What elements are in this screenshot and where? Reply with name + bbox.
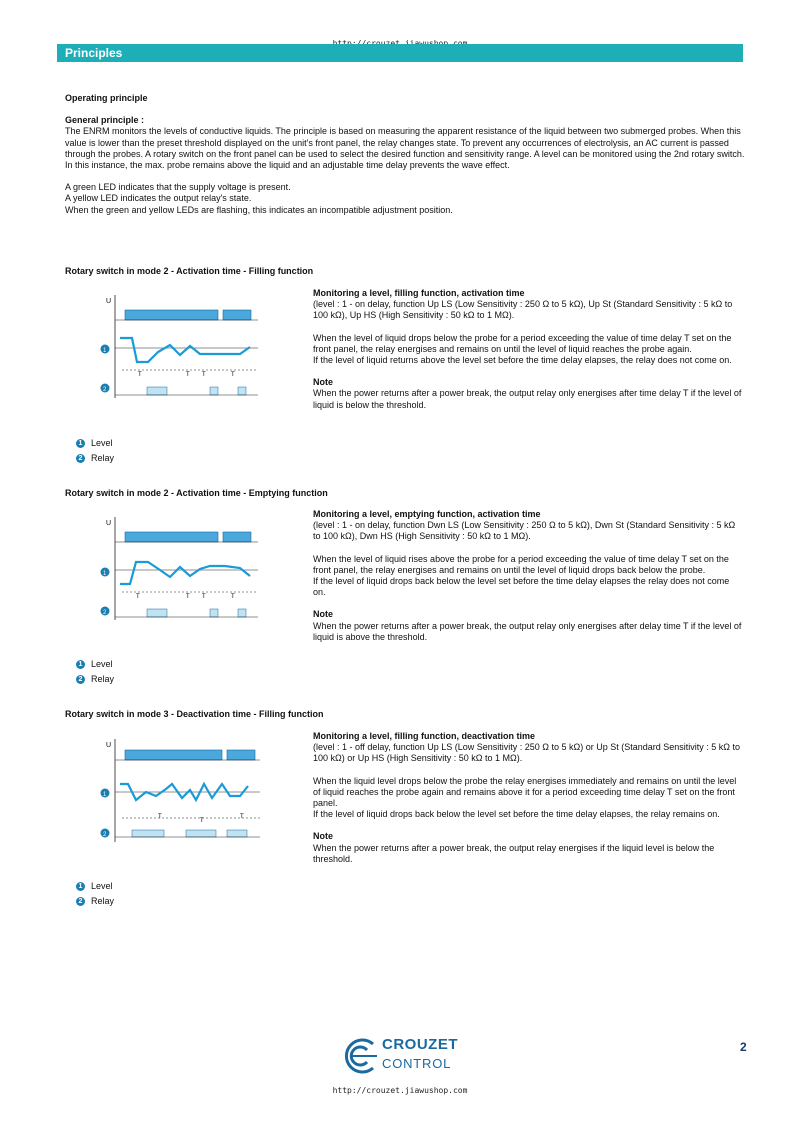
page-number: 2 xyxy=(740,1040,747,1054)
svg-text:T: T xyxy=(158,814,162,820)
section-2-title: Rotary switch in mode 2 - Activation time - Emptying function xyxy=(65,488,328,498)
svg-text:2: 2 xyxy=(103,610,107,616)
svg-text:T: T xyxy=(202,372,206,378)
svg-text:T: T xyxy=(186,594,190,600)
svg-text:T: T xyxy=(202,594,206,600)
intro-led2: A yellow LED indicates the output relay's state. xyxy=(65,193,252,204)
section-1-legend: 1 Level 2 Relay xyxy=(76,436,114,466)
brand-sub: CONTROL xyxy=(382,1056,452,1071)
t-label: T xyxy=(138,372,142,378)
supply-bar xyxy=(223,310,251,320)
intro-subheading: General principle : xyxy=(65,115,145,126)
section-3-legend: 1 Level 2 Relay xyxy=(76,879,114,909)
u-label: U xyxy=(106,298,112,305)
intro-para1: The ENRM monitors the levels of conductive liquids. The principle is based on measuring the apparent resistance of the liquid between two submerged probes. When this value is lower than the preset threshold displayed on the unit's front panel, the relay changes state. To prevent any occurrences of electrolysis, an AC current is passed through the probes. A rotary switch on the front panel can be used to select the desired function and sensitivity range. A level can be monitored using the 2nd rotary switch. xyxy=(65,126,745,159)
section-1-desc: Monitoring a level, filling function, activation time (level : 1 - on delay, function Up LS (Low Sensitivity : 250 Ω to 5 kΩ), Up St (Standard Sensitivity : 5 kΩ to 100 kΩ), Up HS (High Sensitivity : 50 kΩ to 1 MΩ). When the level of liquid drops below the probe for a period exceeding the value of time delay T set on the front panel, the relay energises and remains on until the level of liquid reaches the probe again. If the level of liquid returns above the level set before the time delay elapses, the relay does not come on. Note When the power returns after a power break, the output relay only energises after time delay T if the level of liquid is below the threshold. xyxy=(313,288,742,410)
svg-text:1: 1 xyxy=(103,792,107,798)
svg-text:1: 1 xyxy=(103,348,107,354)
section-3-title: Rotary switch in mode 3 - Deactivation time - Filling function xyxy=(65,709,324,719)
svg-text:T: T xyxy=(240,814,244,820)
svg-text:T: T xyxy=(231,594,235,600)
footer-url: http://crouzet.jiawushop.com xyxy=(332,1086,468,1095)
intro-heading: Operating principle xyxy=(65,93,148,103)
section-banner xyxy=(57,44,743,62)
intro-led3: When the green and yellow LEDs are flashing, this indicates an incompatible adjustment position. xyxy=(65,204,453,215)
timing-diagram-1 xyxy=(100,290,270,400)
timing-diagram-3 xyxy=(100,734,270,844)
intro-led1: A green LED indicates that the supply voltage is present. xyxy=(65,182,291,193)
level-curve xyxy=(120,338,250,362)
svg-text:T: T xyxy=(231,372,235,378)
section-2-legend: 1 Level 2 Relay xyxy=(76,657,114,687)
svg-text:T: T xyxy=(200,818,204,824)
brand-name: CROUZET xyxy=(382,1036,458,1053)
relay-bar xyxy=(147,387,167,395)
relay-bar xyxy=(238,387,246,395)
svg-text:U: U xyxy=(106,520,112,527)
svg-text:1: 1 xyxy=(103,571,107,577)
section-3-desc: Monitoring a level, filling function, deactivation time (level : 1 - off delay, function Up LS (Low Sensitivity : 250 Ω to 5 kΩ) or Up St (Standard Sensitivity : 5 kΩ to 100 kΩ) or Up HS (High Sensitivity : 50 kΩ to 1 MΩ). When the liquid level drops below the probe the relay energises immediately and remains on until the level of liquid reaches the probe again and remains above it for a period exceeding time delay T set on the front panel. If the level of liquid drops back below the level set before the time delay elapses, the relay remains on. Note When the power returns after a power break, the output relay energises if the liquid level is below the threshold. xyxy=(313,731,741,864)
timing-diagram-2 xyxy=(100,512,270,622)
section-2-desc: Monitoring a level, emptying function, activation time (level : 1 - on delay, function Dwn LS (Low Sensitivity : 250 Ω to 5 kΩ), Dwn St (Standard Sensitivity : 5 kΩ to 100 kΩ), Dwn HS (High Sensitivity : 50 kΩ to 1 MΩ). When the level of liquid rises above the probe for a period exceeding the value of time delay T set on the front panel, the relay energises and remains on until the level of liquid drops back below the probe. If the level of liquid drops back below the level set before the time delay elapses the relay does not come on. Note When the power returns after a power break, the output relay only energises after delay time T if the level of liquid is above the threshold. xyxy=(313,509,742,642)
level-curve xyxy=(120,562,250,584)
svg-text:2: 2 xyxy=(103,832,107,838)
svg-text:U: U xyxy=(106,742,112,749)
svg-text:2: 2 xyxy=(103,387,107,393)
page-title: Principles xyxy=(65,46,123,60)
svg-text:T: T xyxy=(186,372,190,378)
intro-para2: In this instance, the max. probe remains above the liquid and an adjustable time delay prevents the wave effect. xyxy=(65,160,510,171)
supply-bar xyxy=(125,310,218,320)
relay-bar xyxy=(210,387,218,395)
svg-text:T: T xyxy=(136,594,140,600)
section-1-title: Rotary switch in mode 2 - Activation time - Filling function xyxy=(65,266,314,276)
intro-block xyxy=(65,93,745,216)
crouzet-logo-icon xyxy=(343,1036,383,1076)
